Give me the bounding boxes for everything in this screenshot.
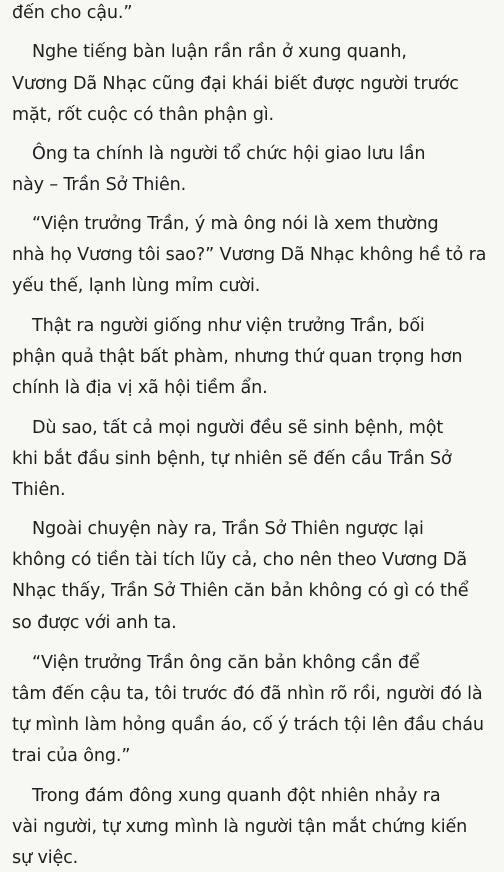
text-line: Thật ra người giống như viện trưởng Trần, bối — [32, 316, 425, 336]
text-line: nhà họ Vương tôi sao?” Vương Dã Nhạc không hề tỏ ra — [12, 245, 487, 265]
text-line: sự việc. — [12, 848, 79, 868]
text-line: “Viện trưởng Trần, ý mà ông nói là xem thường — [32, 214, 439, 234]
text-line: chính là địa vị xã hội tiềm ẩn. — [12, 378, 268, 398]
text-line: tâm đến cậu ta, tôi trước đó đã nhìn rõ rồi, người đó là — [12, 684, 483, 704]
text-line: Trong đám đông xung quanh đột nhiên nhảy ra — [32, 786, 441, 806]
text-line: Thiên. — [12, 480, 66, 500]
text-line: Ngoài chuyện này ra, Trần Sở Thiên ngược lại — [32, 519, 424, 539]
text-line: yếu thế, lạnh lùng mỉm cười. — [12, 276, 261, 296]
text-line: “Viện trưởng Trần ông căn bản không cần để — [32, 653, 420, 673]
text-line: trai của ông.” — [12, 746, 131, 766]
text-line: Nhạc thấy, Trần Sở Thiên căn bản không có gì có thể — [12, 581, 469, 601]
text-line: phận quả thật bất phàm, nhưng thứ quan trọng hơn — [12, 347, 463, 367]
text-line: so được với anh ta. — [12, 613, 177, 633]
text-line: không có tiền tài tích lũy cả, cho nên theo Vương Dã — [12, 550, 467, 570]
text-line: tự mình làm hỏng quần áo, cố ý trách tội lên đầu cháu — [12, 715, 484, 735]
text-line: khi bắt đầu sinh bệnh, tự nhiên sẽ đến cầu Trần Sở — [12, 449, 452, 469]
text-line: Ông ta chính là người tổ chức hội giao lưu lần — [32, 144, 426, 164]
text-line: mặt, rốt cuộc có thân phận gì. — [12, 105, 274, 125]
text-line: đến cho cậu.” — [12, 3, 133, 23]
text-line: Dù sao, tất cả mọi người đều sẽ sinh bệnh, một — [32, 418, 444, 438]
text-line: vài người, tự xưng mình là người tận mắt chứng kiến — [12, 817, 468, 837]
text-line: Vương Dã Nhạc cũng đại khái biết được người trước — [12, 74, 459, 94]
text-line: này – Trần Sở Thiên. — [12, 175, 187, 195]
text-line: Nghe tiếng bàn luận rần rần ở xung quanh, — [32, 42, 407, 62]
